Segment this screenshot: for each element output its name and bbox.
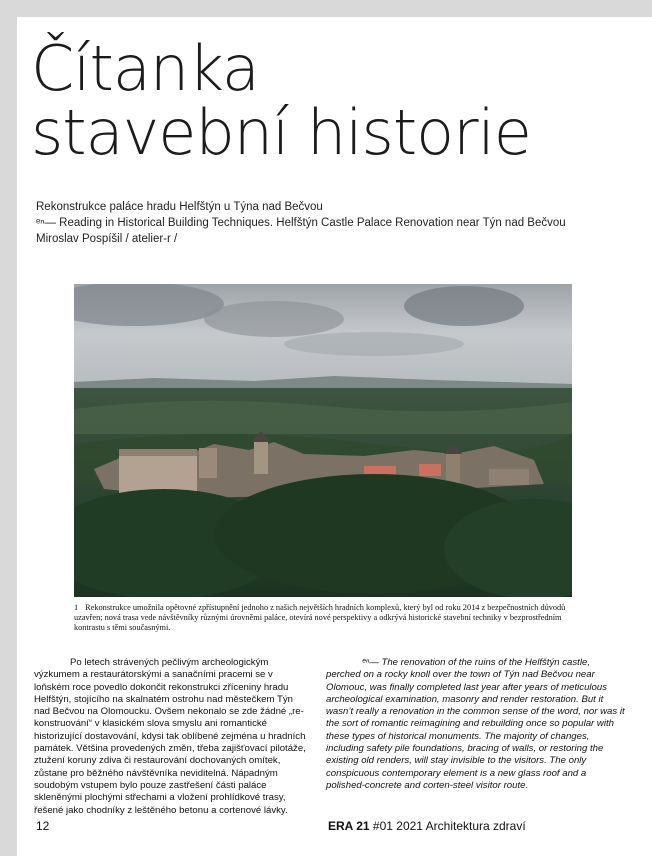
article-subhead	[36, 199, 566, 247]
subhead-czech: Rekonstrukce paláce hradu Helfštýn u Týna nad Bečvou	[36, 201, 323, 213]
page-title	[31, 32, 531, 169]
photo-caption	[74, 603, 574, 633]
subhead-english: ᵉⁿ— Reading in Historical Building Techniques. Helfštýn Castle Palace Renovation near Týn nad Bečvou	[36, 217, 566, 229]
subhead-authors: Miroslav Pospíšil / atelier-r /	[36, 233, 178, 245]
magazine-issue: #01 2021 Architektura zdraví	[372, 819, 526, 833]
castle-photo-illustration	[74, 284, 572, 597]
caption-number: 1	[74, 603, 79, 612]
body-text-english: ᵉⁿ— The renovation of the ruins of the Helfštýn castle, perched on a rocky knoll over the town of Týn nad Bečvou near Olomouc, was finally completed last year after years of meticulous archeological examination, masonry and render restoration. But it wasn’t really a renovation in the common sense of the word, nor was it the sort of romantic reimagining and rebuilding once so popular with these types of historical monuments. The majority of changes, including safety pile foundations, bracing of walls, or restoring the existing old renders, will stay invisible to the visitors. The only conspicuous contemporary element is a new glass roof and a polished-concrete and corten-steel visitor route.	[326, 657, 625, 791]
page-number: 12	[36, 819, 50, 833]
magazine-page	[17, 17, 652, 856]
title-line-1: Čítanka	[31, 32, 259, 105]
castle-aerial-photo	[74, 284, 572, 597]
body-text-czech: Po letech strávených pečlivým archeologickým výzkumem a restaurátorskými a sanačními pracemi se v loňském roce povedlo dokončit rekonstrukci zříceniny hradu Helfštýn, stojícího na skalnatém ostrohu nad městečkem Týn nad Bečvou na Olomoucku. Ovšem nekonalo se zde žádné „re-konstruování“ v klasickém slova smyslu ani romantické historizující dostavování, kdysi tak oblíbené zejména u hradních památek. Většina provedených změn, třeba zajišťovací pilotáže, ztužení koruny zdiva či restaurování dochovaných omítek, zůstane pro běžného návštěvníka neviditelná. Nápadným soudobým vstupem bylo pouze zastřešení části paláce skleněnými plochými střechami a vložení prohlídkové trasy, řešené jako chodníky z leštěného betonu a cortenové lávky.	[34, 657, 306, 816]
title-line-2: stavební historie	[31, 96, 531, 169]
magazine-name: ERA 21	[328, 819, 370, 833]
caption-text: Rekonstrukce umožnila opětovné zpřístupnění jednoho z našich největších hradních komplexů, který byl od roku 2014 z bezpečnostních důvodů uzavřen; nová trasa vede návštěvníky různými úrovněmi paláce, otevírá nové perspektivy a odkrývá historické stavební techniky v bezprostředním kontrastu s těmi současnými.	[74, 603, 566, 632]
magazine-footer	[328, 819, 526, 833]
